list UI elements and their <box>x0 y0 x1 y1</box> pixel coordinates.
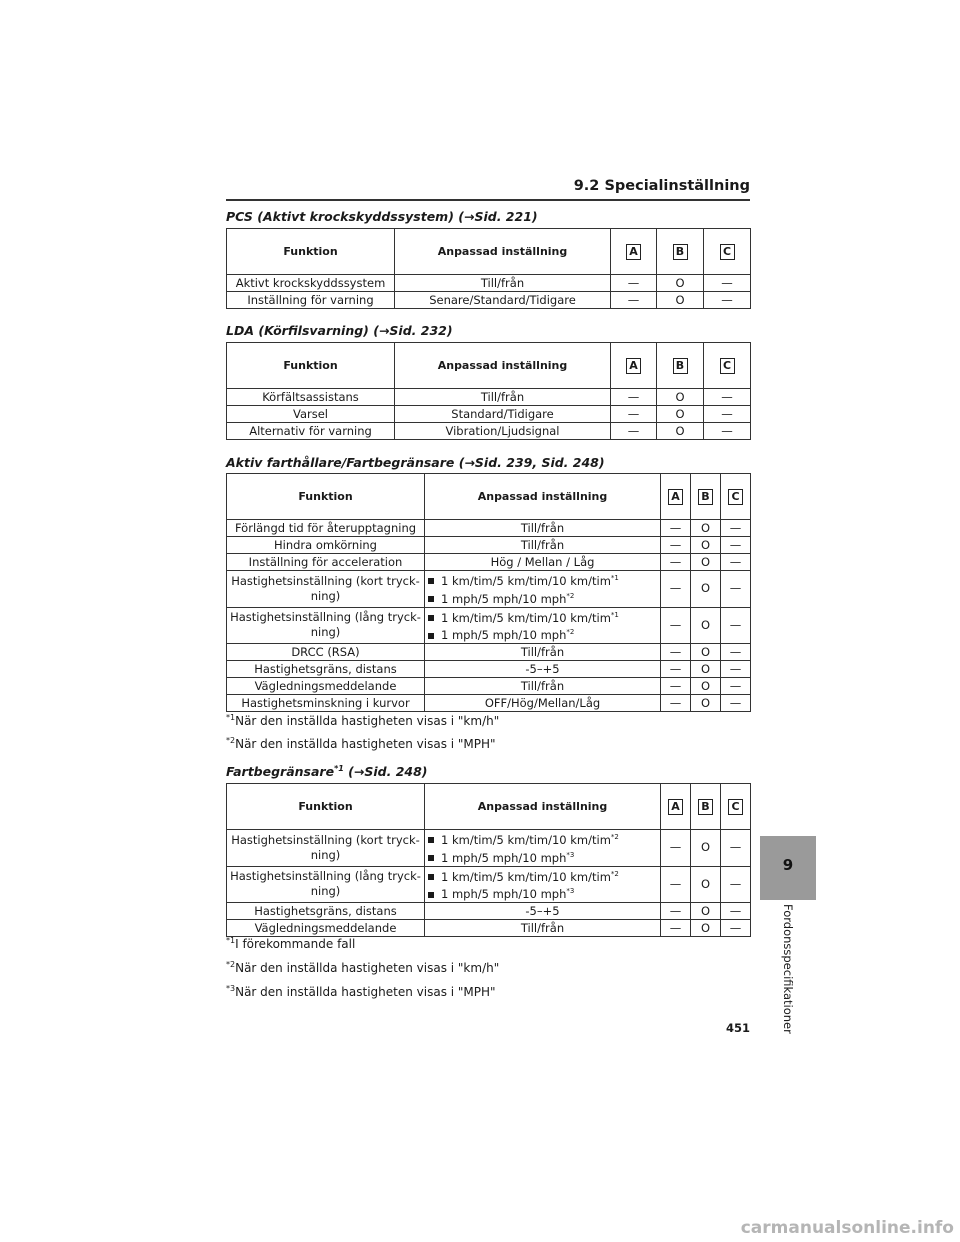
page-number: 451 <box>725 1021 750 1035</box>
function-cell: Körfältsassistans <box>227 389 395 406</box>
table-row <box>227 554 751 571</box>
option-1: 1 km/tim/5 km/tim/10 km/tim <box>441 832 611 847</box>
cell-a: — <box>611 406 657 423</box>
cell-a: — <box>661 607 691 644</box>
cell-a: — <box>611 275 657 292</box>
cell-b: O <box>691 607 721 644</box>
table-row <box>227 920 751 937</box>
cell-b: O <box>691 830 721 867</box>
col-c-box: C <box>720 358 735 374</box>
function-cell: Inställning för varning <box>227 292 395 309</box>
cell-a: — <box>661 866 691 903</box>
cell-b: O <box>691 866 721 903</box>
setting-cell <box>425 607 661 644</box>
acc-table <box>226 473 751 712</box>
footnote <box>226 736 496 751</box>
chapter-label: Fordonsspecifikationer <box>781 904 795 1034</box>
setting-cell: Till/från <box>395 275 611 292</box>
bullet-icon <box>428 874 434 880</box>
setting-cell <box>425 571 661 608</box>
cell-a: — <box>661 903 691 920</box>
table-row <box>227 423 751 440</box>
cell-c: — <box>721 554 751 571</box>
footnote <box>226 984 496 999</box>
footnote-mark: *2 <box>226 736 236 745</box>
footnote-text: När den inställda hastigheten visas i "MPH" <box>235 985 496 999</box>
cell-b: O <box>691 571 721 608</box>
col-anpassad: Anpassad inställning <box>425 474 661 520</box>
cell-c: — <box>721 866 751 903</box>
footnote-mark: *2 <box>610 869 619 878</box>
function-cell: Hastighetsinställning (lång tryck- ning) <box>227 607 425 644</box>
function-cell: DRCC (RSA) <box>227 644 425 661</box>
function-cell: Alternativ för varning <box>227 423 395 440</box>
cell-b: O <box>691 903 721 920</box>
limiter-table <box>226 783 751 937</box>
table-row <box>227 520 751 537</box>
function-cell: Vägledningsmeddelande <box>227 678 425 695</box>
cell-c: — <box>721 537 751 554</box>
col-c-box: C <box>728 799 743 815</box>
chapter-number: 9 <box>782 856 794 874</box>
cell-c: — <box>721 678 751 695</box>
setting-cell: Till/från <box>425 920 661 937</box>
function-cell: Hastighetsminskning i kurvor <box>227 695 425 712</box>
setting-cell: Standard/Tidigare <box>395 406 611 423</box>
limiter-title <box>226 764 428 779</box>
function-cell: Hastighetsinställning (lång tryck- ning) <box>227 866 425 903</box>
footnote <box>226 936 355 951</box>
footnote-mark: *2 <box>226 960 236 969</box>
table-row <box>227 695 751 712</box>
limiter-title-sup: *1 <box>334 764 344 773</box>
cell-a: — <box>611 292 657 309</box>
bullet-icon <box>428 837 434 843</box>
cell-c: — <box>704 292 751 309</box>
setting-cell: Hög / Mellan / Låg <box>425 554 661 571</box>
cell-b: O <box>657 389 704 406</box>
cell-b: O <box>657 292 704 309</box>
cell-a: — <box>611 423 657 440</box>
setting-cell: Till/från <box>425 537 661 554</box>
table-row <box>227 292 751 309</box>
col-anpassad: Anpassad inställning <box>395 343 611 389</box>
setting-cell: Vibration/Ljudsignal <box>395 423 611 440</box>
option-1: 1 km/tim/5 km/tim/10 km/tim <box>441 869 611 884</box>
cell-a: — <box>661 661 691 678</box>
table-row <box>227 406 751 423</box>
cell-c: — <box>721 920 751 937</box>
cell-b: O <box>691 678 721 695</box>
col-anpassad: Anpassad inställning <box>425 784 661 830</box>
setting-cell: -5–+5 <box>425 903 661 920</box>
cell-b: O <box>691 920 721 937</box>
function-cell: Hastighetsinställning (kort tryck- ning) <box>227 571 425 608</box>
cell-b: O <box>657 275 704 292</box>
bullet-icon <box>428 892 434 898</box>
table-row <box>227 830 751 867</box>
cell-a: — <box>661 695 691 712</box>
lda-title: LDA (Körfilsvarning) (→Sid. 232) <box>226 323 453 338</box>
function-cell: Varsel <box>227 406 395 423</box>
setting-cell: Senare/Standard/Tidigare <box>395 292 611 309</box>
cell-a: — <box>661 678 691 695</box>
function-cell: Hastighetsgräns, distans <box>227 903 425 920</box>
col-funktion: Funktion <box>227 474 425 520</box>
col-a-box: A <box>626 244 641 260</box>
footnote-mark: *1 <box>226 936 236 945</box>
table-row <box>227 537 751 554</box>
footnote-mark: *2 <box>566 628 575 637</box>
cell-a: — <box>661 644 691 661</box>
setting-cell: -5–+5 <box>425 661 661 678</box>
table-row <box>227 571 751 608</box>
limiter-title-main: Fartbegränsare <box>226 764 335 780</box>
cell-a: — <box>661 830 691 867</box>
option-2: 1 mph/5 mph/10 mph <box>441 850 567 865</box>
function-cell: Hastighetsgräns, distans <box>227 661 425 678</box>
footnote-mark: *1 <box>226 713 236 722</box>
footnote-text: När den inställda hastigheten visas i "km/h" <box>235 714 500 728</box>
bullet-icon <box>428 633 434 639</box>
table-row <box>227 661 751 678</box>
bullet-icon <box>428 596 434 602</box>
footnote-mark: *1 <box>610 574 619 582</box>
bullet-icon <box>428 855 434 861</box>
cell-b: O <box>691 537 721 554</box>
footnote-mark: *2 <box>610 833 619 841</box>
cell-c: — <box>721 644 751 661</box>
pcs-table <box>226 228 751 309</box>
section-header: 9.2 Specialinställning <box>573 178 750 194</box>
cell-c: — <box>721 520 751 537</box>
table-row <box>227 275 751 292</box>
limiter-title-ref: (→Sid. 248) <box>343 764 428 780</box>
setting-cell <box>425 866 661 903</box>
setting-cell <box>425 830 661 867</box>
cell-a: — <box>611 389 657 406</box>
footnote-mark: *3 <box>566 887 575 896</box>
footnote-mark: *2 <box>566 591 575 600</box>
cell-b: O <box>691 520 721 537</box>
cell-c: — <box>721 830 751 867</box>
setting-cell: OFF/Hög/Mellan/Låg <box>425 695 661 712</box>
footnote-text: I förekommande fall <box>235 937 356 951</box>
option-2: 1 mph/5 mph/10 mph <box>441 591 567 606</box>
footnote-mark: *3 <box>566 850 575 859</box>
col-a-box: A <box>668 799 683 815</box>
header-rule <box>226 199 750 201</box>
function-cell: Förlängd tid för återupptagning <box>227 520 425 537</box>
col-b-box: B <box>698 489 713 505</box>
col-c-box: C <box>720 244 735 260</box>
cell-b: O <box>691 695 721 712</box>
function-cell: Hastighetsinställning (kort tryck- ning) <box>227 830 425 867</box>
cell-c: — <box>704 406 751 423</box>
footnote <box>226 960 499 975</box>
cell-b: O <box>657 423 704 440</box>
footnote-text: När den inställda hastigheten visas i "MPH" <box>235 737 496 751</box>
footnote-mark: *1 <box>610 610 619 619</box>
cell-c: — <box>721 695 751 712</box>
col-b-box: B <box>673 244 688 260</box>
col-funktion: Funktion <box>227 343 395 389</box>
cell-a: — <box>661 537 691 554</box>
col-a-box: A <box>626 358 641 374</box>
option-1: 1 km/tim/5 km/tim/10 km/tim <box>441 573 611 588</box>
table-row <box>227 678 751 695</box>
cell-c: — <box>721 571 751 608</box>
footnote-text: När den inställda hastigheten visas i "km/h" <box>235 961 500 975</box>
setting-cell: Till/från <box>425 678 661 695</box>
option-2: 1 mph/5 mph/10 mph <box>441 628 567 643</box>
watermark: carmanualsonline.info <box>740 1218 954 1238</box>
cell-c: — <box>721 903 751 920</box>
bullet-icon <box>428 615 434 621</box>
pcs-title: PCS (Aktivt krockskyddssystem) (→Sid. 221) <box>226 209 538 224</box>
cell-c: — <box>704 423 751 440</box>
col-funktion: Funktion <box>227 784 425 830</box>
cell-b: O <box>657 406 704 423</box>
cell-c: — <box>721 661 751 678</box>
cell-c: — <box>704 389 751 406</box>
col-c-box: C <box>728 489 743 505</box>
bullet-icon <box>428 578 434 584</box>
table-row <box>227 903 751 920</box>
function-cell: Vägledningsmeddelande <box>227 920 425 937</box>
table-row <box>227 607 751 644</box>
option-1: 1 km/tim/5 km/tim/10 km/tim <box>441 610 611 625</box>
cell-a: — <box>661 571 691 608</box>
setting-cell: Till/från <box>425 644 661 661</box>
setting-cell: Till/från <box>425 520 661 537</box>
lda-table <box>226 342 751 440</box>
footnote <box>226 713 499 728</box>
option-2: 1 mph/5 mph/10 mph <box>441 887 567 902</box>
cell-b: O <box>691 644 721 661</box>
cell-a: — <box>661 520 691 537</box>
function-cell: Inställning för acceleration <box>227 554 425 571</box>
col-b-box: B <box>698 799 713 815</box>
cell-a: — <box>661 554 691 571</box>
col-a-box: A <box>668 489 683 505</box>
table-row <box>227 866 751 903</box>
cell-c: — <box>704 275 751 292</box>
cell-b: O <box>691 554 721 571</box>
col-b-box: B <box>673 358 688 374</box>
cell-c: — <box>721 607 751 644</box>
cell-a: — <box>661 920 691 937</box>
table-row <box>227 644 751 661</box>
cell-b: O <box>691 661 721 678</box>
col-anpassad: Anpassad inställning <box>395 229 611 275</box>
col-funktion: Funktion <box>227 229 395 275</box>
setting-cell: Till/från <box>395 389 611 406</box>
footnote-mark: *3 <box>226 984 236 993</box>
table-row <box>227 389 751 406</box>
acc-title: Aktiv farthållare/Fartbegränsare (→Sid. 239, Sid. 248) <box>226 455 605 470</box>
function-cell: Hindra omkörning <box>227 537 425 554</box>
function-cell: Aktivt krockskyddssystem <box>227 275 395 292</box>
